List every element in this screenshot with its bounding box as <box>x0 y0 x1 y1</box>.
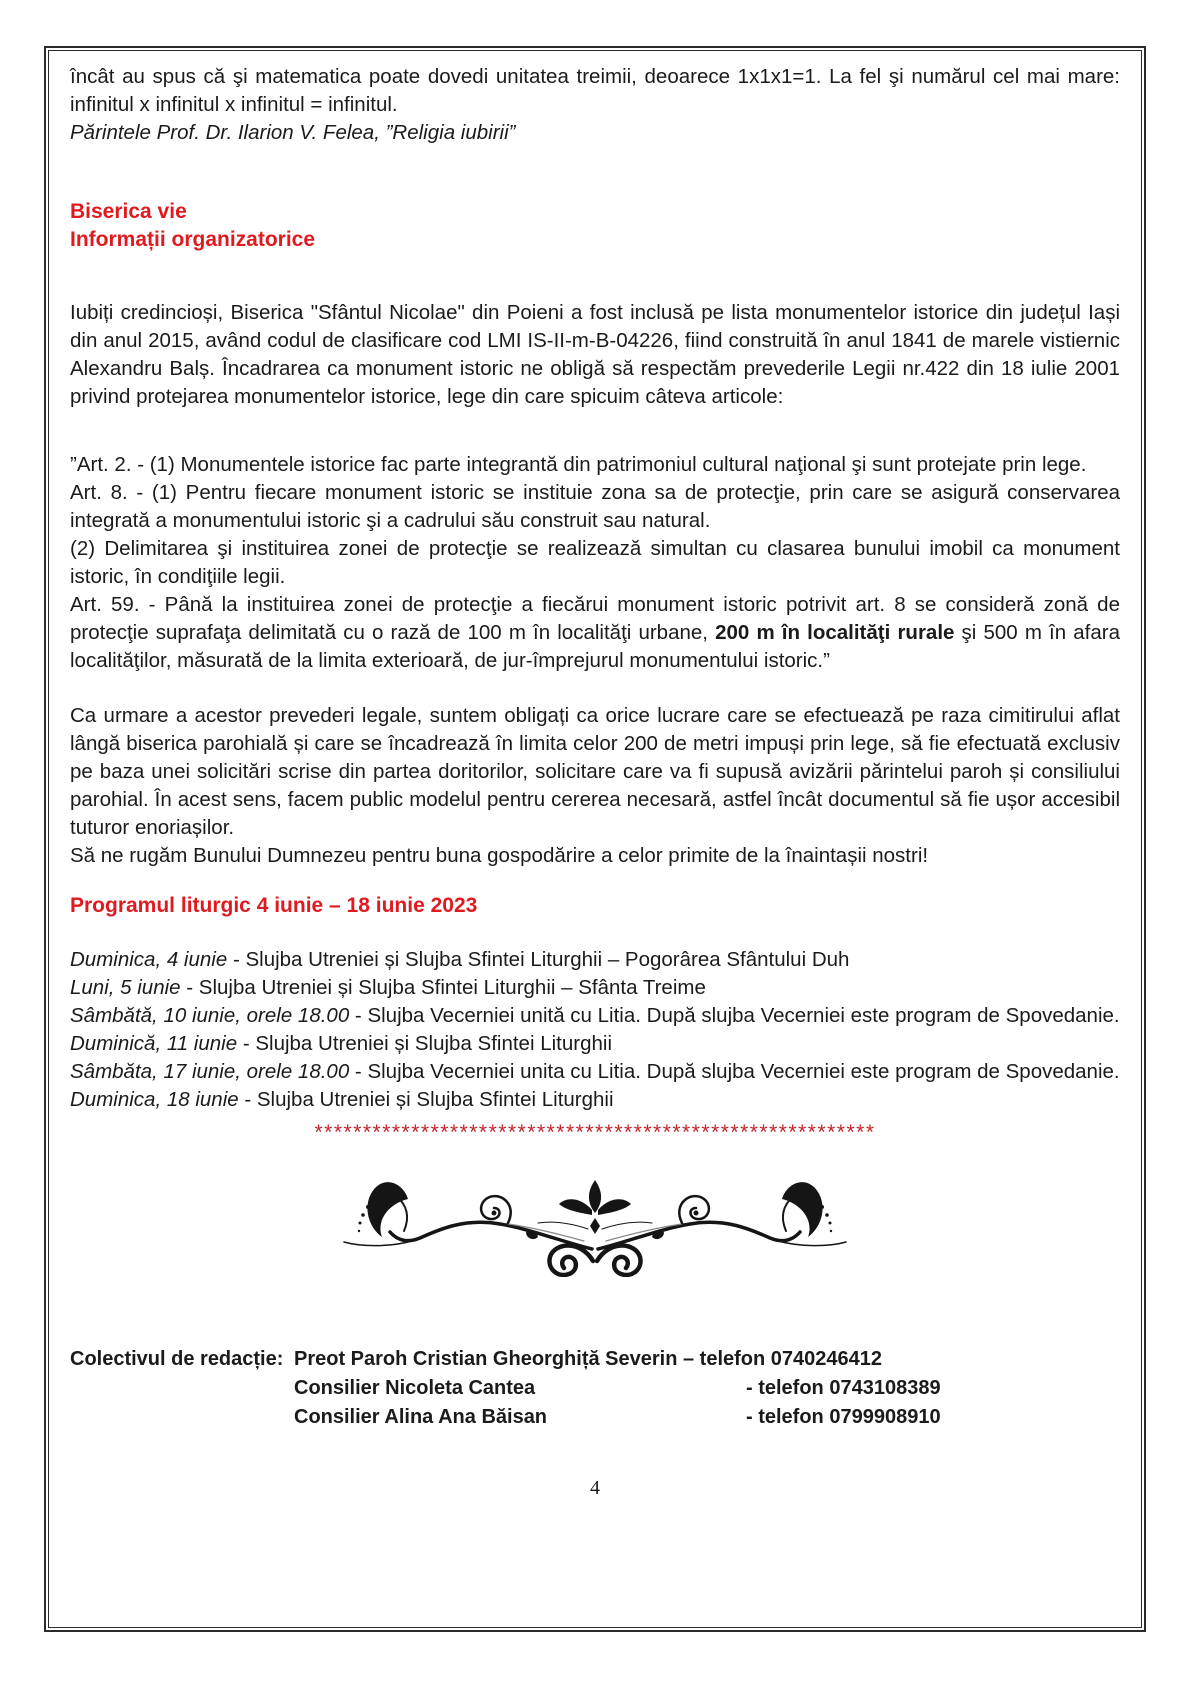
law-article-8: Art. 8. - (1) Pentru fiecare monument istoric se instituie zona sa de protecţie, prin care se asigură conservarea integrată a monumentului istoric şi a cadrului său construit sau natural. <box>70 481 1120 532</box>
conclusion-paragraph: Ca urmare a acestor prevederi legale, suntem obligați ca orice lucrare care se efectuează pe raza cimitirului aflat lângă biserica parohială și care se încadrează în limita celor 200 de metri impuși prin lege, să fie efectuată exclusiv pe baza unei solicitări scrise din partea doritorilor, solicitare care va fi supusă avizării părintelui paroh și consiliului parohial. În acest sens, facem public modelul pentru cererea necesară, astfel încât documentul să fie ușor accesibil tuturor enoriașilor. <box>70 704 1120 839</box>
center-spiral-right <box>597 1246 641 1275</box>
schedule-entry <box>70 1030 1120 1058</box>
spiral-dot <box>694 1211 699 1216</box>
fleur-curl-left <box>559 1199 592 1215</box>
footer-name: Consilier Alina Ana Băisan <box>294 1406 548 1428</box>
law-article-8-al2: (2) Delimitarea şi instituirea zonei de protecţie se realizează simultan cu clasarea bunului imobil ca monument istoric, în condiţiile legii. <box>70 537 1120 588</box>
schedule-date: Sâmbătă, 10 iunie, orele 18.00 <box>70 1004 350 1027</box>
law-article-59-text: Art. 59. - Până la instituirea zonei de protecţie a fiecărui monument istoric potrivit art. 8 se consideră zonă de protecţie suprafaţa delimitată cu o rază de 100 m în localităţi urbane, <box>70 593 1120 644</box>
schedule-entry <box>70 974 1120 1002</box>
schedule-event: - Slujba Utreniei și Slujba Sfintei Liturghii – Sfânta Treime <box>180 976 706 999</box>
intro-paragraph: încât au spus că şi matematica poate dovedi unitatea treimii, deoarece 1x1x1=1. La fel şi numărul cel mai mare: infinitul x infinitul x infinitul = infinitul. <box>70 65 1120 116</box>
schedule-event: - Slujba Utreniei și Slujba Sfintei Liturghii <box>238 1088 614 1111</box>
footer-phone: - telefon 0799908910 <box>746 1406 941 1428</box>
fleur-petal <box>589 1180 601 1213</box>
section-heading-line2: Informații organizatorice <box>70 228 316 251</box>
redaction-footer <box>70 1345 1120 1432</box>
law-article-2: ”Art. 2. - (1) Monumentele istorice fac parte integrantă din patrimoniul cultural naţional şi sunt protejate prin lege. <box>70 453 1087 476</box>
law-article-59-bold: 200 m în localităţi rurale <box>715 621 955 644</box>
schedule-event: - Slujba Vecerniei unită cu Litia. După slujba Vecerniei este program de Spovedanie. <box>349 1004 1120 1027</box>
schedule-entry <box>70 946 1120 974</box>
footer-name-phone <box>294 1345 882 1374</box>
footer-label: Colectivul de redacție: <box>70 1348 284 1370</box>
page-content <box>70 63 1120 1502</box>
prayer-line: Să ne rugăm Bunului Dumnezeu pentru buna gospodărire a celor primite de la înaintașii nostri! <box>70 844 929 867</box>
footer-name: Consilier Nicoleta Cantea <box>294 1377 536 1399</box>
intro-attribution: Părintele Prof. Dr. Ilarion V. Felea, ”Religia iubirii” <box>70 121 516 144</box>
fleur-diamond <box>590 1218 600 1234</box>
ornament-wrap <box>70 1177 1120 1285</box>
program-heading: Programul liturgic 4 iunie – 18 iunie 2023 <box>70 894 478 917</box>
schedule-date: Duminica, 18 iunie <box>70 1088 239 1111</box>
page-border-frame <box>44 46 1146 1632</box>
center-spiral-left <box>549 1246 593 1275</box>
schedule-date: Luni, 5 iunie <box>70 976 181 999</box>
stars-divider: ********************************************************** <box>314 1121 876 1144</box>
dot-accent <box>829 1222 832 1225</box>
schedule-entry <box>70 1086 1120 1114</box>
schedule-event: - Slujba Vecerniei unita cu Litia. După slujba Vecerniei este program de Spovedanie. <box>349 1060 1120 1083</box>
footer-name: Preot Paroh Cristian Gheorghiță Severin <box>294 1348 678 1370</box>
schedule-date: Duminica, 4 iunie <box>70 948 228 971</box>
footer-row <box>70 1374 1120 1403</box>
tail-line <box>778 1241 846 1246</box>
dot-accent <box>820 1205 824 1209</box>
law-article-59-text-end: şi 500 m în afara localităţilor, măsurată de la limita exterioară, de jur-împrejurul monumentului istoric.” <box>70 621 1120 672</box>
law-article-59 <box>70 591 1120 675</box>
footer-row <box>70 1345 1120 1374</box>
small-spiral <box>679 1196 709 1223</box>
info-paragraph: Iubiți credincioși, Biserica "Sfântul Nicolae" din Poieni a fost inclusă pe lista monumentelor istorice din județul Iași din anul 2015, având codul de clasificare cod LMI IS-II-m-B-04226, fiind construită în anul 1841 de marele vistiernic Alexandru Balș. Încadrarea ca monument istoric ne obligă să respectăm prevederile Legii nr.422 din 18 iulie 2001 privind protejarea monumentelor istorice, lege din care spicuim câteva articole: <box>70 301 1120 408</box>
schedule-entry <box>70 1002 1120 1030</box>
footer-phone: - telefon 0743108389 <box>746 1377 941 1399</box>
leaf-teardrop <box>652 1230 664 1240</box>
schedule-date: Sâmbăta, 17 iunie, orele 18.00 <box>70 1060 350 1083</box>
section-heading-line1: Biserica vie <box>70 200 187 223</box>
dot-accent <box>825 1213 829 1217</box>
end-crescent <box>782 1182 823 1237</box>
schedule-entry <box>70 1058 1120 1086</box>
schedule-event: - Slujba Utreniei și Slujba Sfintei Liturghii – Pogorârea Sfântului Duh <box>227 948 850 971</box>
schedule-date: Duminică, 11 iunie <box>70 1032 238 1055</box>
schedule-event: - Slujba Utreniei și Slujba Sfintei Liturghii <box>237 1032 613 1055</box>
fleur-curl-right <box>598 1199 631 1215</box>
page-number: 4 <box>590 1477 600 1499</box>
page-border-inner-line <box>48 50 1142 1628</box>
sprig-line <box>602 1222 652 1229</box>
footer-row <box>70 1403 1120 1432</box>
dot-accent <box>830 1230 832 1232</box>
footer-phone: – telefon 0740246412 <box>683 1348 883 1370</box>
flourish-divider-ornament <box>330 1177 860 1277</box>
